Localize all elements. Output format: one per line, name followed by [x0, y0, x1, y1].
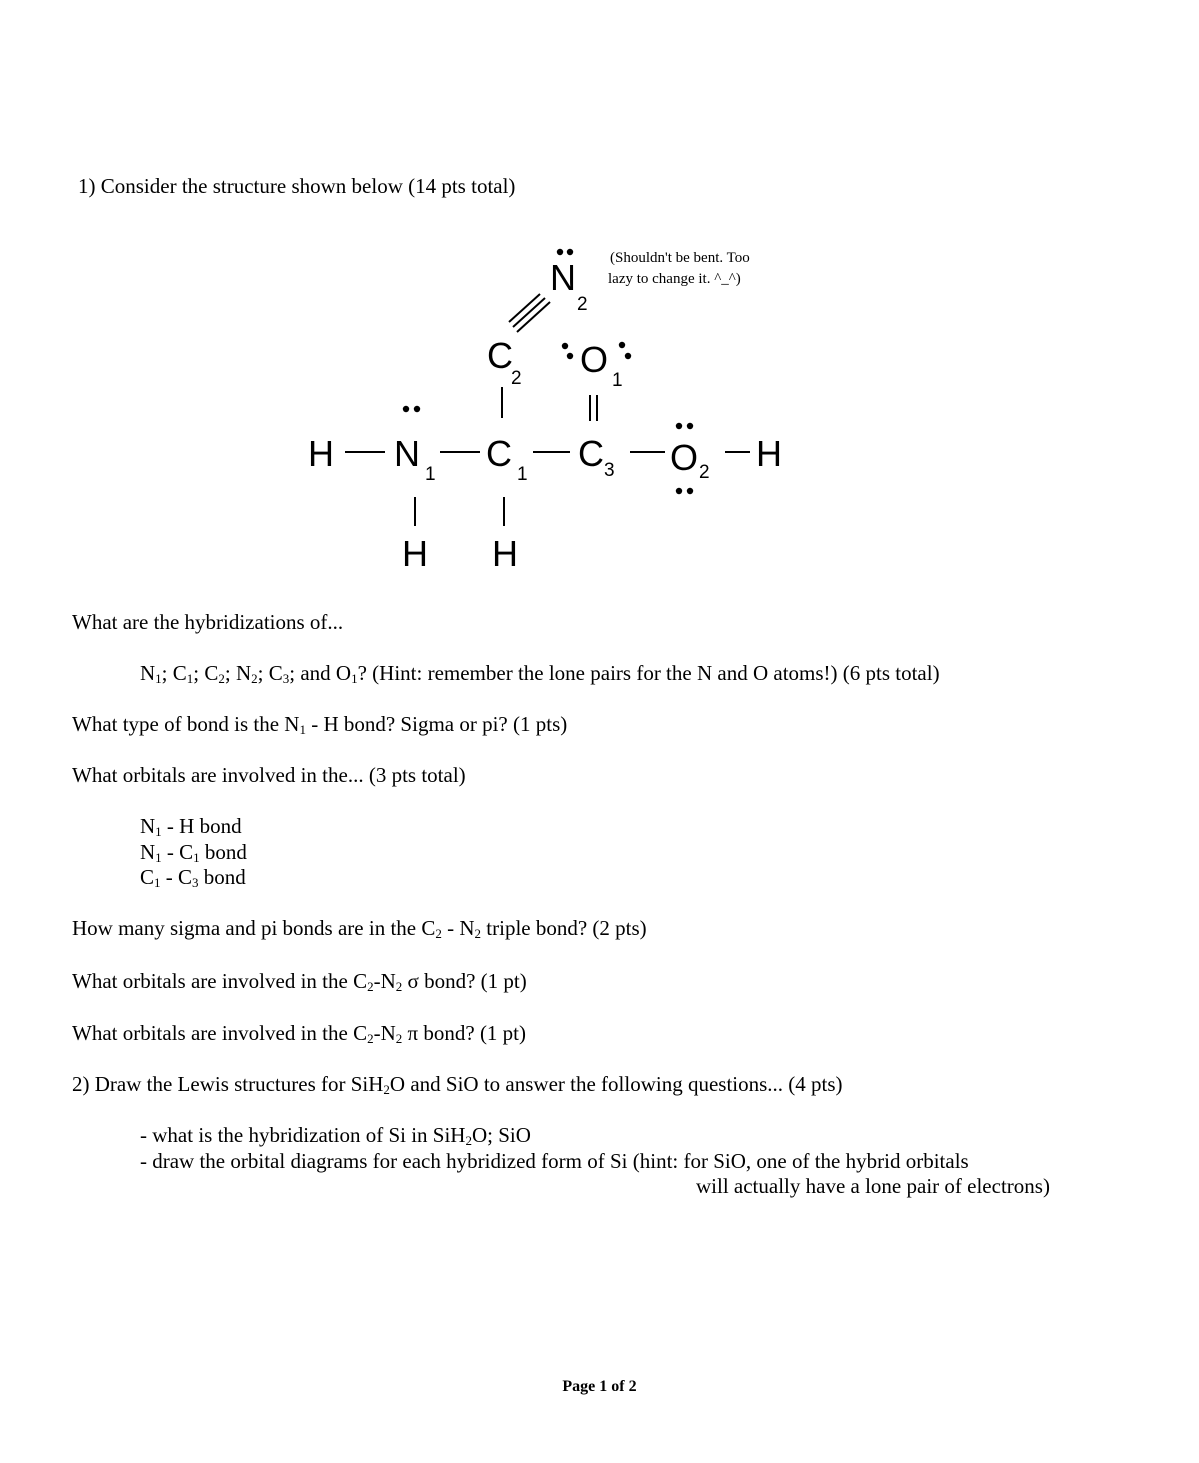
sigma-orbitals-question: What orbitals are involved in the $C_2-N_2$ σ bond? (1 pt) — [72, 969, 527, 994]
orbital-item-n1-h: $N_1$ - H bond — [140, 814, 242, 839]
bond-type-question: What type of bond is the $N_1$ - H bond? Sigma or pi? (1 pts) — [72, 712, 568, 737]
pi-orbitals-question: What orbitals are involved in the $C_2-N_2$ π bond? (1 pt) — [72, 1021, 527, 1046]
lone-pair-dot — [687, 423, 693, 429]
atom-c3: C — [578, 433, 604, 474]
orbitals-question: What orbitals are involved in the... (3 pts total) — [72, 763, 466, 787]
question-2-bullet-orbital-diagrams: - draw the orbital diagrams for each hybridized form of Si (hint: for SiO, one of the hybrid orbitals — [140, 1149, 969, 1173]
triple-bond-line — [513, 298, 545, 327]
lone-pair-dot — [403, 406, 409, 412]
atom-n1: N — [394, 433, 420, 474]
atom-h-left: H — [308, 433, 334, 474]
lone-pair-dot — [557, 249, 563, 255]
atom-c1-subscript: 1 — [517, 464, 528, 485]
atom-c2: C — [487, 335, 513, 376]
atom-h-on-c1: H — [492, 533, 518, 574]
atom-o2: O — [670, 437, 699, 478]
question-2-heading: 2) Draw the Lewis structures for SiH$_2$O and SiO to answer the following questions... (4 pts) — [72, 1072, 843, 1097]
diagram-note-line-2: lazy to change it. ^_^) — [608, 271, 741, 287]
question-1-heading: 1) Consider the structure shown below (14 pts total) — [78, 174, 516, 198]
atom-o1: O — [580, 339, 609, 380]
atom-c1: C — [486, 433, 512, 474]
lone-pair-dot — [625, 353, 631, 359]
lone-pair-dot — [676, 488, 682, 494]
atom-n2: N — [550, 257, 576, 298]
lone-pair-dot — [562, 343, 568, 349]
atom-o1-subscript: 1 — [612, 370, 623, 391]
atom-n2-subscript: 2 — [577, 294, 588, 315]
page-number: Page 1 of 2 — [562, 1378, 637, 1395]
atom-c2-subscript: 2 — [511, 368, 522, 389]
atom-c3-subscript: 3 — [604, 460, 615, 481]
triple-bond-line — [517, 302, 550, 332]
atom-n1-subscript: 1 — [425, 464, 436, 485]
sigma-pi-count-question: How many sigma and pi bonds are in the $C_2 - N_2$ triple bond? (2 pts) — [72, 916, 647, 941]
orbital-item-c1-c3: $C_1 - C_3$ bond — [140, 865, 246, 890]
atom-h-on-n1: H — [402, 533, 428, 574]
hybridization-atom-list: $N_1$; $C_1$; $C_2$; $N_2$; $C_3$; and $O_1$? (Hint: remember the lone pairs for the N and O atoms!) (6 pts total) — [140, 661, 940, 686]
lone-pair-dot — [687, 488, 693, 494]
lone-pair-dot — [676, 423, 682, 429]
lewis-structure-svg — [290, 232, 810, 582]
lone-pair-dot — [567, 353, 573, 359]
diagram-note-line-1: (Shouldn't be bent. Too — [610, 250, 750, 266]
atom-o2-subscript: 2 — [699, 462, 710, 483]
hybridization-question: What are the hybridizations of... — [72, 610, 344, 634]
question-2-bullet-hybridization: - what is the hybridization of Si in SiH$_2$O; SiO — [140, 1123, 531, 1148]
lone-pair-dot — [619, 342, 625, 348]
question-2-bullet-orbital-diagrams-continued: will actually have a lone pair of electrons) — [696, 1174, 1050, 1198]
lone-pair-dot — [414, 406, 420, 412]
lone-pair-dot — [567, 249, 573, 255]
lewis-structure-diagram — [290, 232, 810, 582]
orbital-item-n1-c1: $N_1 - C_1$ bond — [140, 840, 247, 865]
atom-h-right: H — [756, 433, 782, 474]
